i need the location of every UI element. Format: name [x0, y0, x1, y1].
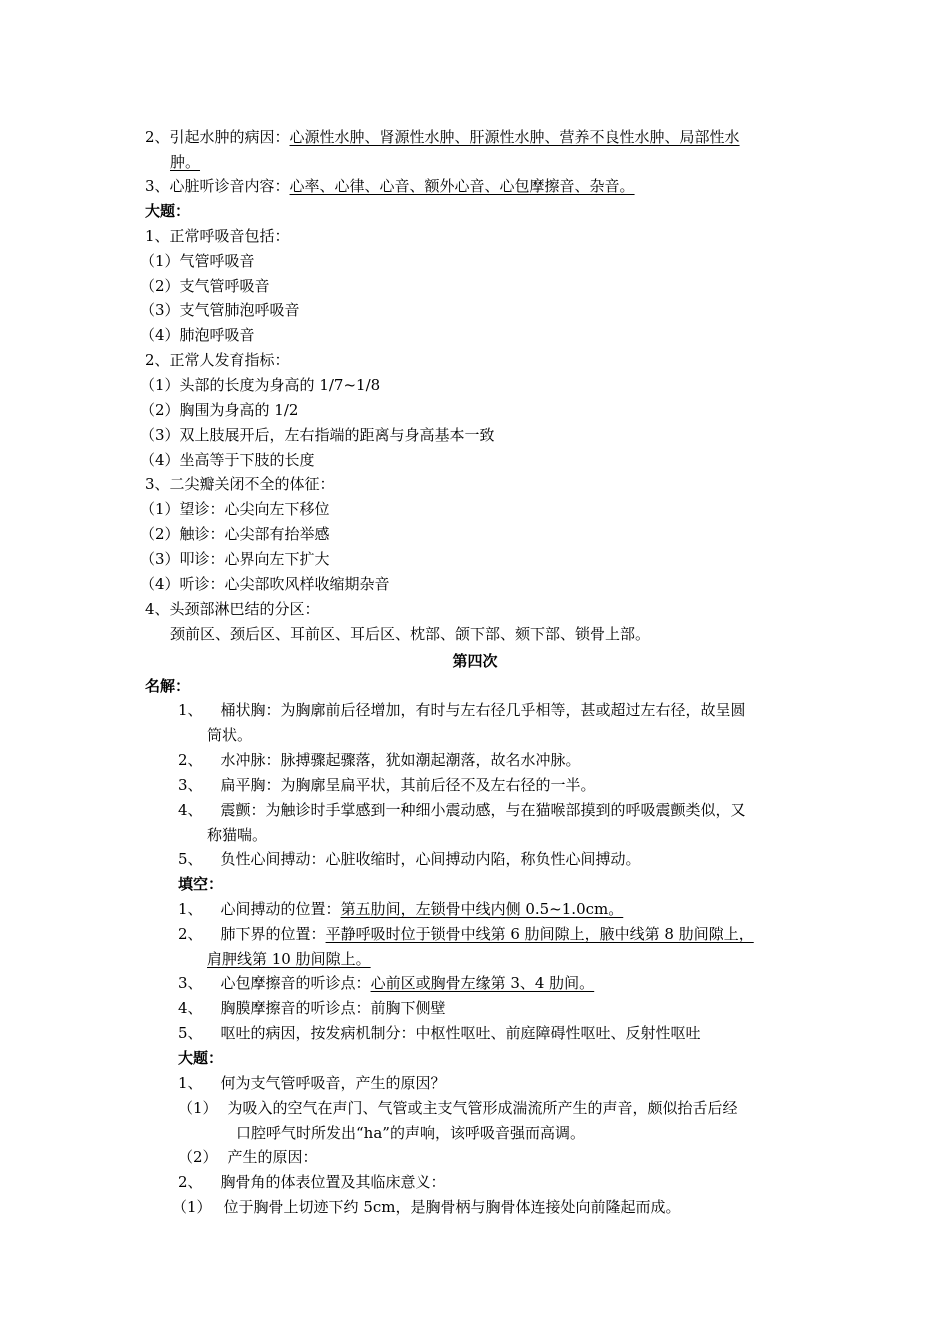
list-item: （1）头部的长度为身高的 1/7~1/8 — [140, 376, 381, 394]
fill-answer: 第五肋间，左锁骨中线内侧 0.5~1.0cm。 — [340, 900, 624, 918]
list-item: （2）胸围为身高的 1/2 — [140, 401, 299, 419]
fill-item-5: 5、 呕吐的病因，按发病机制分：中枢性呕吐、前庭障碍性呕吐、反射性呕吐 — [178, 1024, 701, 1042]
fill-item-2: 2、引起水肿的病因：心源性水肿、肾源性水肿、肝源性水肿、营养不良性水肿、局部性水 — [145, 128, 740, 146]
list-item: （4）坐高等于下肢的长度 — [140, 451, 315, 469]
list-item: （1）气管呼吸音 — [140, 252, 255, 270]
question-heading: 3、二尖瓣关闭不全的体征： — [145, 475, 335, 493]
fill-item-3: 3、心脏听诊音内容：心率、心律、心音、额外心音、心包摩擦音、杂音。 — [145, 177, 635, 195]
fill-answer: 平静呼吸时位于锁骨中线第 6 肋间隙上，腋中线第 8 肋间隙上， — [325, 925, 754, 943]
section-heading: 填空： — [178, 875, 224, 893]
list-item: （4）听诊：心尖部吹风样收缩期杂音 — [140, 575, 390, 593]
paragraph: 颈前区、颈后区、耳前区、耳后区、枕部、颌下部、颏下部、锁骨上部。 — [170, 625, 651, 643]
section-heading: 大题： — [178, 1049, 224, 1067]
term-item-5: 5、 负性心间搏动：心脏收缩时，心间搏动内陷，称负性心间搏动。 — [178, 850, 641, 868]
term-item-1: 1、 桶状胸：为胸廓前后径增加，有时与左右径几乎相等，甚或超过左右径，故呈圆 — [178, 701, 746, 719]
question-heading: 4、头颈部淋巴结的分区： — [145, 600, 320, 618]
fill-answer: 心前区或胸骨左缘第 3、4 肋间。 — [370, 974, 595, 992]
term-item-2: 2、 水冲脉：脉搏骤起骤落，犹如潮起潮落，故名水冲脉。 — [178, 751, 581, 769]
answer-item-1-cont: 口腔呼气时所发出“ha”的声响，该呼吸音强而高调。 — [236, 1124, 585, 1142]
question-heading: 2、正常人发育指标： — [145, 351, 290, 369]
fill-answer: 心源性水肿、肾源性水肿、肝源性水肿、营养不良性水肿、局部性水 — [289, 128, 740, 146]
section-heading: 名解： — [145, 677, 191, 695]
term-item-4-cont: 称猫喘。 — [207, 826, 268, 844]
section-heading: 大题： — [145, 202, 191, 220]
list-item: （3）叩诊：心界向左下扩大 — [140, 550, 330, 568]
big-question-2: 2、 胸骨角的体表位置及其临床意义： — [178, 1173, 446, 1191]
list-item: （2）支气管呼吸音 — [140, 277, 270, 295]
big-question-1: 1、 何为支气管呼吸音，产生的原因？ — [178, 1074, 446, 1092]
list-item: （4）肺泡呼吸音 — [140, 326, 255, 344]
fill-item-4: 4、 胸膜摩擦音的听诊点：前胸下侧壁 — [178, 999, 446, 1017]
fill-answer-cont: 肩胛线第 10 肋间隙上。 — [207, 950, 371, 968]
question-heading: 1、正常呼吸音包括： — [145, 227, 290, 245]
term-item-3: 3、 扁平胸：为胸廓呈扁平状，其前后径不及左右径的一半。 — [178, 776, 596, 794]
list-item: （1）望诊：心尖向左下移位 — [140, 500, 330, 518]
answer-item-1: （1） 位于胸骨上切迹下约 5cm，是胸骨柄与胸骨体连接处向前隆起而成。 — [172, 1198, 681, 1216]
list-item: （2）触诊：心尖部有抬举感 — [140, 525, 330, 543]
term-item-1-cont: 筒状。 — [207, 726, 253, 744]
chapter-title: 第四次 — [452, 652, 498, 670]
fill-answer-cont: 肿。 — [170, 153, 201, 171]
fill-item-3: 3、 心包摩擦音的听诊点：心前区或胸骨左缘第 3、4 肋间。 — [178, 974, 595, 992]
answer-item-1: （1） 为吸入的空气在声门、气管或主支气管形成湍流所产生的声音，颇似抬舌后经 — [178, 1099, 738, 1117]
fill-answer: 心率、心律、心音、额外心音、心包摩擦音、杂音。 — [289, 177, 635, 195]
term-item-4: 4、 震颤：为触诊时手掌感到一种细小震动感，与在猫喉部摸到的呼吸震颤类似，又 — [178, 801, 746, 819]
list-item: （3）支气管肺泡呼吸音 — [140, 301, 300, 319]
list-item: （3）双上肢展开后，左右指端的距离与身高基本一致 — [140, 426, 495, 444]
fill-item-1: 1、 心间搏动的位置：第五肋间，左锁骨中线内侧 0.5~1.0cm。 — [178, 900, 624, 918]
fill-item-2: 2、 肺下界的位置：平静呼吸时位于锁骨中线第 6 肋间隙上，腋中线第 8 肋间隙上， — [178, 925, 754, 943]
answer-item-2: （2） 产生的原因： — [178, 1148, 318, 1166]
